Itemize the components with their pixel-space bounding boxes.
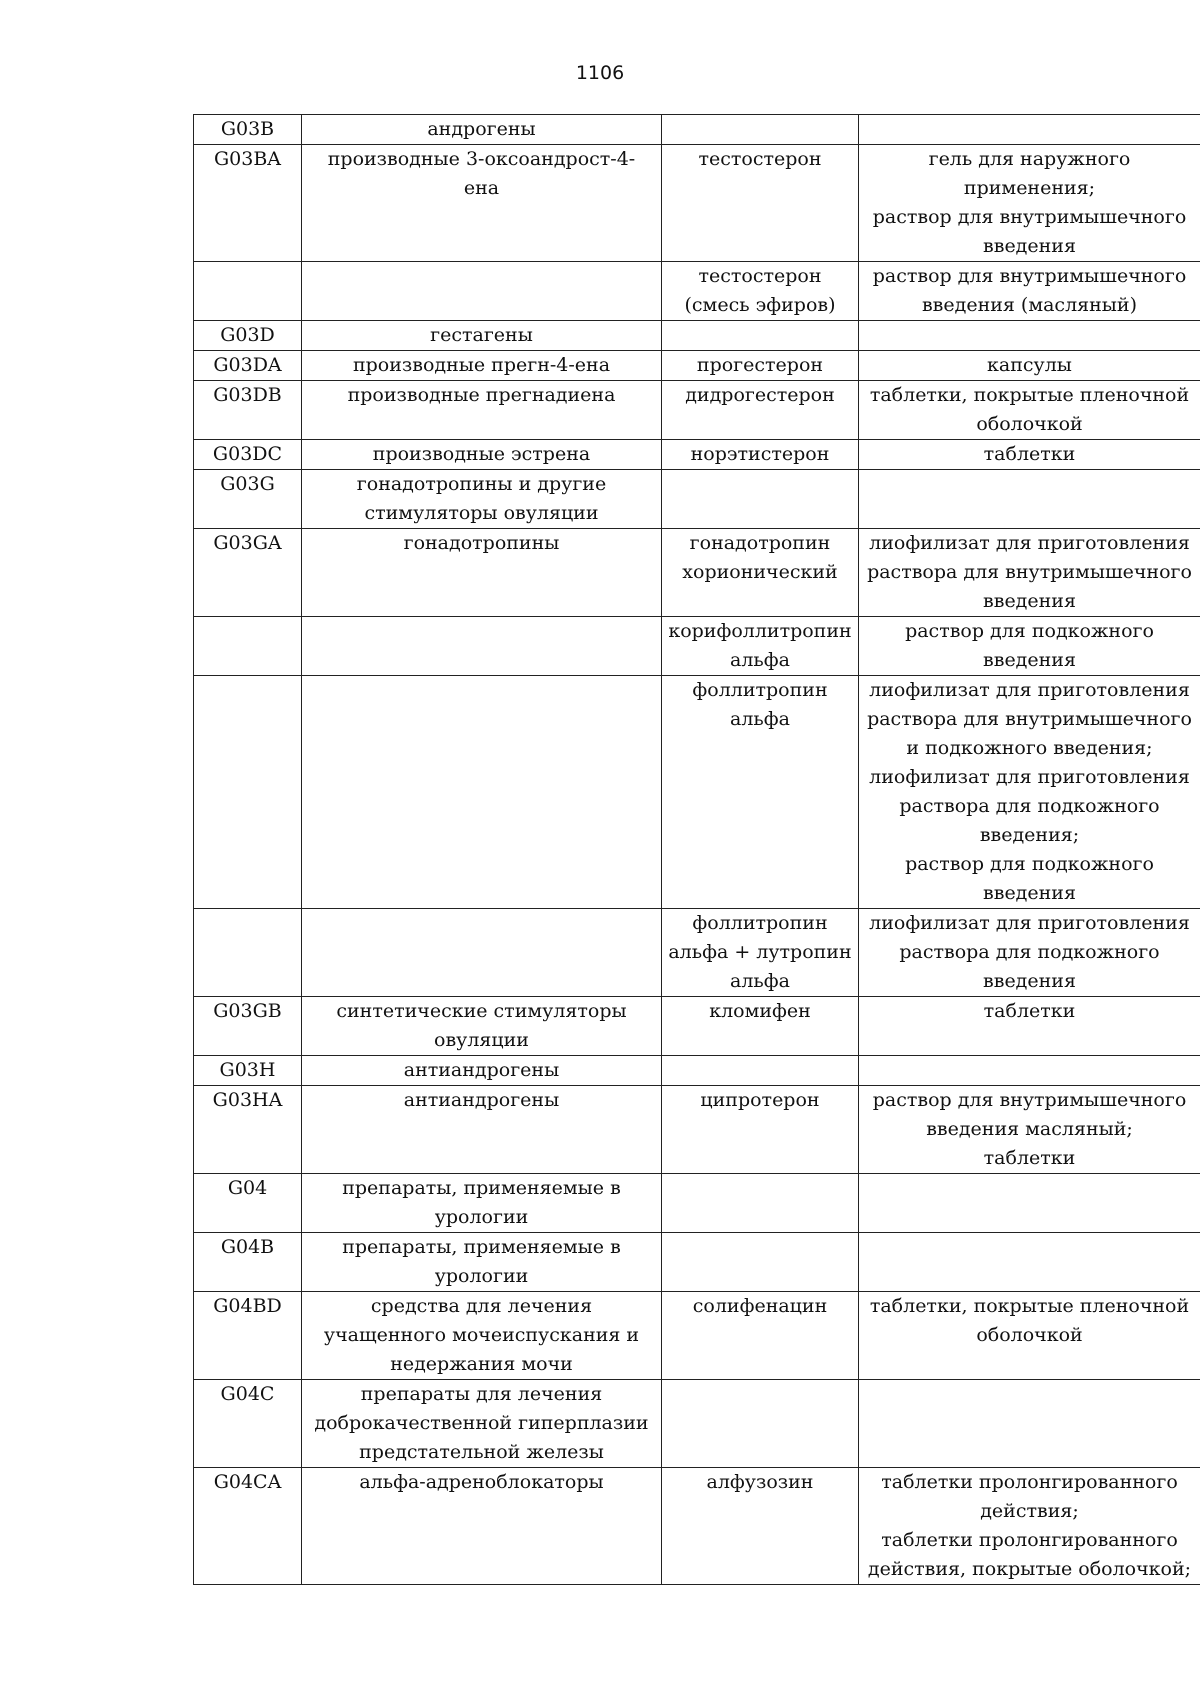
atc-code-cell — [194, 909, 302, 997]
dosage-form-cell — [859, 115, 1200, 145]
atc-code-cell: G03HA — [194, 1086, 302, 1174]
dosage-form-cell: капсулы — [859, 351, 1200, 381]
drug-name-cell: фоллитропин альфа — [662, 676, 859, 909]
group-name-cell: средства для лечения учащенного мочеиспускания и недержания мочи — [302, 1292, 662, 1380]
group-name-cell: синтетические стимуляторы овуляции — [302, 997, 662, 1056]
group-name-cell: альфа-адреноблокаторы — [302, 1468, 662, 1585]
atc-code-cell: G03D — [194, 321, 302, 351]
table-row — [194, 145, 1200, 262]
table-row — [194, 1056, 1200, 1086]
group-name-cell: производные эстрена — [302, 440, 662, 470]
dosage-form-cell: лиофилизат для приготовления раствора для подкожного введения — [859, 909, 1200, 997]
group-name-cell: производные 3-оксоандрост-4- ена — [302, 145, 662, 262]
table-row — [194, 617, 1200, 676]
atc-code-cell: G03DC — [194, 440, 302, 470]
table-row — [194, 1292, 1200, 1380]
dosage-form-cell — [859, 1233, 1200, 1292]
table-row — [194, 529, 1200, 617]
group-name-cell: андрогены — [302, 115, 662, 145]
group-name-cell: антиандрогены — [302, 1086, 662, 1174]
atc-code-cell: G04C — [194, 1380, 302, 1468]
drug-name-cell — [662, 1233, 859, 1292]
drug-name-cell: корифоллитропин альфа — [662, 617, 859, 676]
drug-name-cell: норэтистерон — [662, 440, 859, 470]
group-name-cell: производные прегнадиена — [302, 381, 662, 440]
atc-code-cell: G03DA — [194, 351, 302, 381]
drug-name-cell — [662, 470, 859, 529]
dosage-form-cell: лиофилизат для приготовления раствора для внутримышечного введения — [859, 529, 1200, 617]
atc-code-cell — [194, 617, 302, 676]
table-row — [194, 1086, 1200, 1174]
atc-code-cell — [194, 676, 302, 909]
drug-name-cell: гонадотропин хорионический — [662, 529, 859, 617]
dosage-form-cell — [859, 1056, 1200, 1086]
drug-name-cell: дидрогестерон — [662, 381, 859, 440]
table-row — [194, 676, 1200, 909]
atc-code-cell: G03GA — [194, 529, 302, 617]
group-name-cell — [302, 617, 662, 676]
drug-name-cell — [662, 1174, 859, 1233]
drug-name-cell: алфузозин — [662, 1468, 859, 1585]
drug-name-cell: солифенацин — [662, 1292, 859, 1380]
drug-name-cell: кломифен — [662, 997, 859, 1056]
dosage-form-cell: таблетки — [859, 997, 1200, 1056]
group-name-cell: препараты для лечения доброкачественной гиперплазии предстательной железы — [302, 1380, 662, 1468]
table-row — [194, 909, 1200, 997]
table-row — [194, 321, 1200, 351]
dosage-form-cell: таблетки — [859, 440, 1200, 470]
drug-name-cell — [662, 1056, 859, 1086]
atc-code-cell: G03GB — [194, 997, 302, 1056]
drug-name-cell — [662, 115, 859, 145]
table-row — [194, 262, 1200, 321]
group-name-cell — [302, 676, 662, 909]
group-name-cell — [302, 909, 662, 997]
table-row — [194, 470, 1200, 529]
table-row — [194, 1174, 1200, 1233]
dosage-form-cell — [859, 321, 1200, 351]
group-name-cell: производные прегн-4-ена — [302, 351, 662, 381]
table-row — [194, 440, 1200, 470]
drug-name-cell — [662, 321, 859, 351]
dosage-form-cell: таблетки, покрытые пленочной оболочкой — [859, 381, 1200, 440]
atc-code-cell: G03BA — [194, 145, 302, 262]
atc-code-cell: G04 — [194, 1174, 302, 1233]
drug-name-cell — [662, 1380, 859, 1468]
drug-classification-table — [193, 114, 1200, 1585]
atc-code-cell: G04CA — [194, 1468, 302, 1585]
drug-name-cell: прогестерон — [662, 351, 859, 381]
atc-code-cell: G03H — [194, 1056, 302, 1086]
table-row — [194, 115, 1200, 145]
table-row — [194, 997, 1200, 1056]
group-name-cell: гонадотропины — [302, 529, 662, 617]
group-name-cell: гонадотропины и другие стимуляторы овуляции — [302, 470, 662, 529]
drug-name-cell: фоллитропин альфа + лутропин альфа — [662, 909, 859, 997]
atc-code-cell: G03G — [194, 470, 302, 529]
dosage-form-cell — [859, 1174, 1200, 1233]
atc-code-cell: G04BD — [194, 1292, 302, 1380]
drug-name-cell: тестостерон (смесь эфиров) — [662, 262, 859, 321]
table-row — [194, 351, 1200, 381]
drug-name-cell: тестостерон — [662, 145, 859, 262]
group-name-cell: антиандрогены — [302, 1056, 662, 1086]
group-name-cell: препараты, применяемые в урологии — [302, 1233, 662, 1292]
dosage-form-cell: таблетки, покрытые пленочной оболочкой — [859, 1292, 1200, 1380]
group-name-cell — [302, 262, 662, 321]
table-row — [194, 1468, 1200, 1585]
atc-code-cell: G04B — [194, 1233, 302, 1292]
table-row — [194, 1233, 1200, 1292]
table-row — [194, 1380, 1200, 1468]
dosage-form-cell: таблетки пролонгированного действия; таблетки пролонгированного действия, покрытые оболочкой; — [859, 1468, 1200, 1585]
dosage-form-cell — [859, 1380, 1200, 1468]
atc-code-cell — [194, 262, 302, 321]
dosage-form-cell — [859, 470, 1200, 529]
dosage-form-cell: гель для наружного применения; раствор для внутримышечного введения — [859, 145, 1200, 262]
group-name-cell: препараты, применяемые в урологии — [302, 1174, 662, 1233]
atc-code-cell: G03DB — [194, 381, 302, 440]
group-name-cell: гестагены — [302, 321, 662, 351]
page-number: 1106 — [575, 62, 625, 84]
drug-name-cell: ципротерон — [662, 1086, 859, 1174]
table-row — [194, 381, 1200, 440]
dosage-form-cell: раствор для внутримышечного введения масляный; таблетки — [859, 1086, 1200, 1174]
dosage-form-cell: раствор для внутримышечного введения (масляный) — [859, 262, 1200, 321]
atc-code-cell: G03B — [194, 115, 302, 145]
dosage-form-cell: лиофилизат для приготовления раствора для внутримышечного и подкожного введения; лиофилизат для приготовления раствора для подкожного введения; раствор для подкожного введения — [859, 676, 1200, 909]
dosage-form-cell: раствор для подкожного введения — [859, 617, 1200, 676]
